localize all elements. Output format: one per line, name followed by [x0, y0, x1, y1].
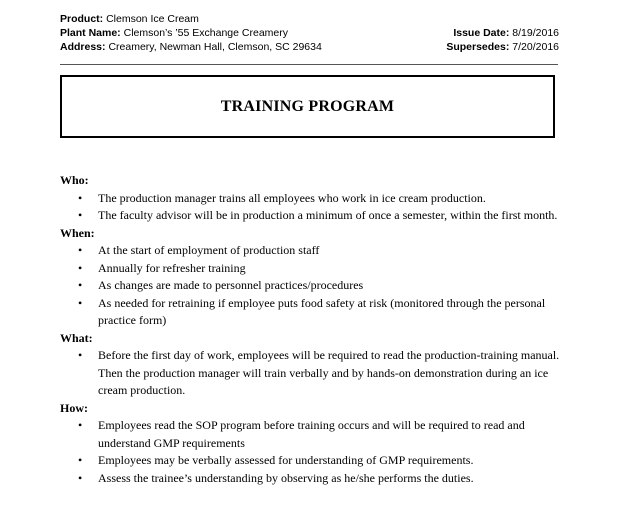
title-box	[60, 75, 555, 138]
bullet-icon: •	[78, 260, 83, 275]
bullet-icon: •	[78, 453, 83, 467]
list-item: • The production manager trains all employees who work in ice cream production.	[60, 190, 560, 208]
list-item: • As needed for retraining if employee puts food safety at risk (monitored through the personal practice form)	[78, 295, 546, 327]
product-label: Product:	[60, 13, 104, 25]
list-item: • Before the first day of work, employees will be required to read the production-training manual. Then the production manager will train verbally and by hands-on demonstration during an ice cream production.	[78, 348, 560, 397]
section-heading-who: Who:	[60, 173, 89, 187]
address-row	[60, 40, 322, 54]
bullet-icon: •	[78, 418, 83, 432]
section-heading-what: What:	[60, 330, 93, 345]
issue-date-value: 8/19/2016	[512, 27, 559, 39]
bullet-icon: •	[78, 243, 83, 257]
what-list	[60, 347, 560, 400]
product-row	[60, 12, 322, 26]
plant-value: Clemson’s ’55 Exchange Creamery	[123, 27, 288, 39]
section-who	[60, 172, 560, 225]
list-item: • The faculty advisor will be in production a minimum of once a semester, within the first month.	[60, 207, 560, 225]
list-item: • At the start of employment of production staff	[60, 242, 560, 260]
address-value: Creamery, Newman Hall, Clemson, SC 29634	[108, 41, 322, 53]
who-list	[60, 190, 560, 225]
list-item: • As changes are made to personnel practices/procedures	[60, 277, 560, 295]
issue-date-label: Issue Date:	[453, 27, 510, 39]
page-title: TRAINING PROGRAM	[220, 97, 395, 115]
header-left	[60, 12, 322, 54]
supersedes-value: 7/20/2016	[512, 41, 559, 53]
supersedes-label: Supersedes:	[446, 41, 510, 53]
section-how	[60, 400, 560, 488]
list-item: • Employees may be verbally assessed for understanding of GMP requirements.	[60, 452, 560, 470]
supersedes-row	[446, 40, 559, 54]
section-heading-how: How:	[60, 400, 88, 415]
bullet-icon: •	[78, 208, 83, 222]
document-body	[60, 172, 560, 487]
section-what	[60, 330, 560, 400]
header-right	[446, 26, 559, 54]
how-list	[60, 417, 560, 487]
plant-label: Plant Name:	[60, 27, 121, 39]
bullet-icon: •	[78, 470, 83, 485]
header-divider	[60, 64, 558, 65]
issue-date-row	[446, 26, 559, 40]
bullet-icon: •	[78, 278, 83, 292]
section-when	[60, 225, 560, 330]
bullet-icon: •	[78, 190, 83, 205]
list-item: • Employees read the SOP program before training occurs and will be required to read and understand GMP requirements	[78, 418, 525, 450]
plant-row	[60, 26, 322, 40]
list-item: • Annually for refresher training	[60, 260, 560, 278]
section-heading-when: When:	[60, 225, 95, 240]
list-item: • Assess the trainee’s understanding by observing as he/she performs the duties.	[60, 470, 560, 488]
bullet-icon: •	[78, 348, 83, 362]
address-label: Address:	[60, 41, 106, 53]
product-value: Clemson Ice Cream	[106, 13, 199, 25]
bullet-icon: •	[78, 295, 83, 310]
when-list	[60, 242, 560, 330]
